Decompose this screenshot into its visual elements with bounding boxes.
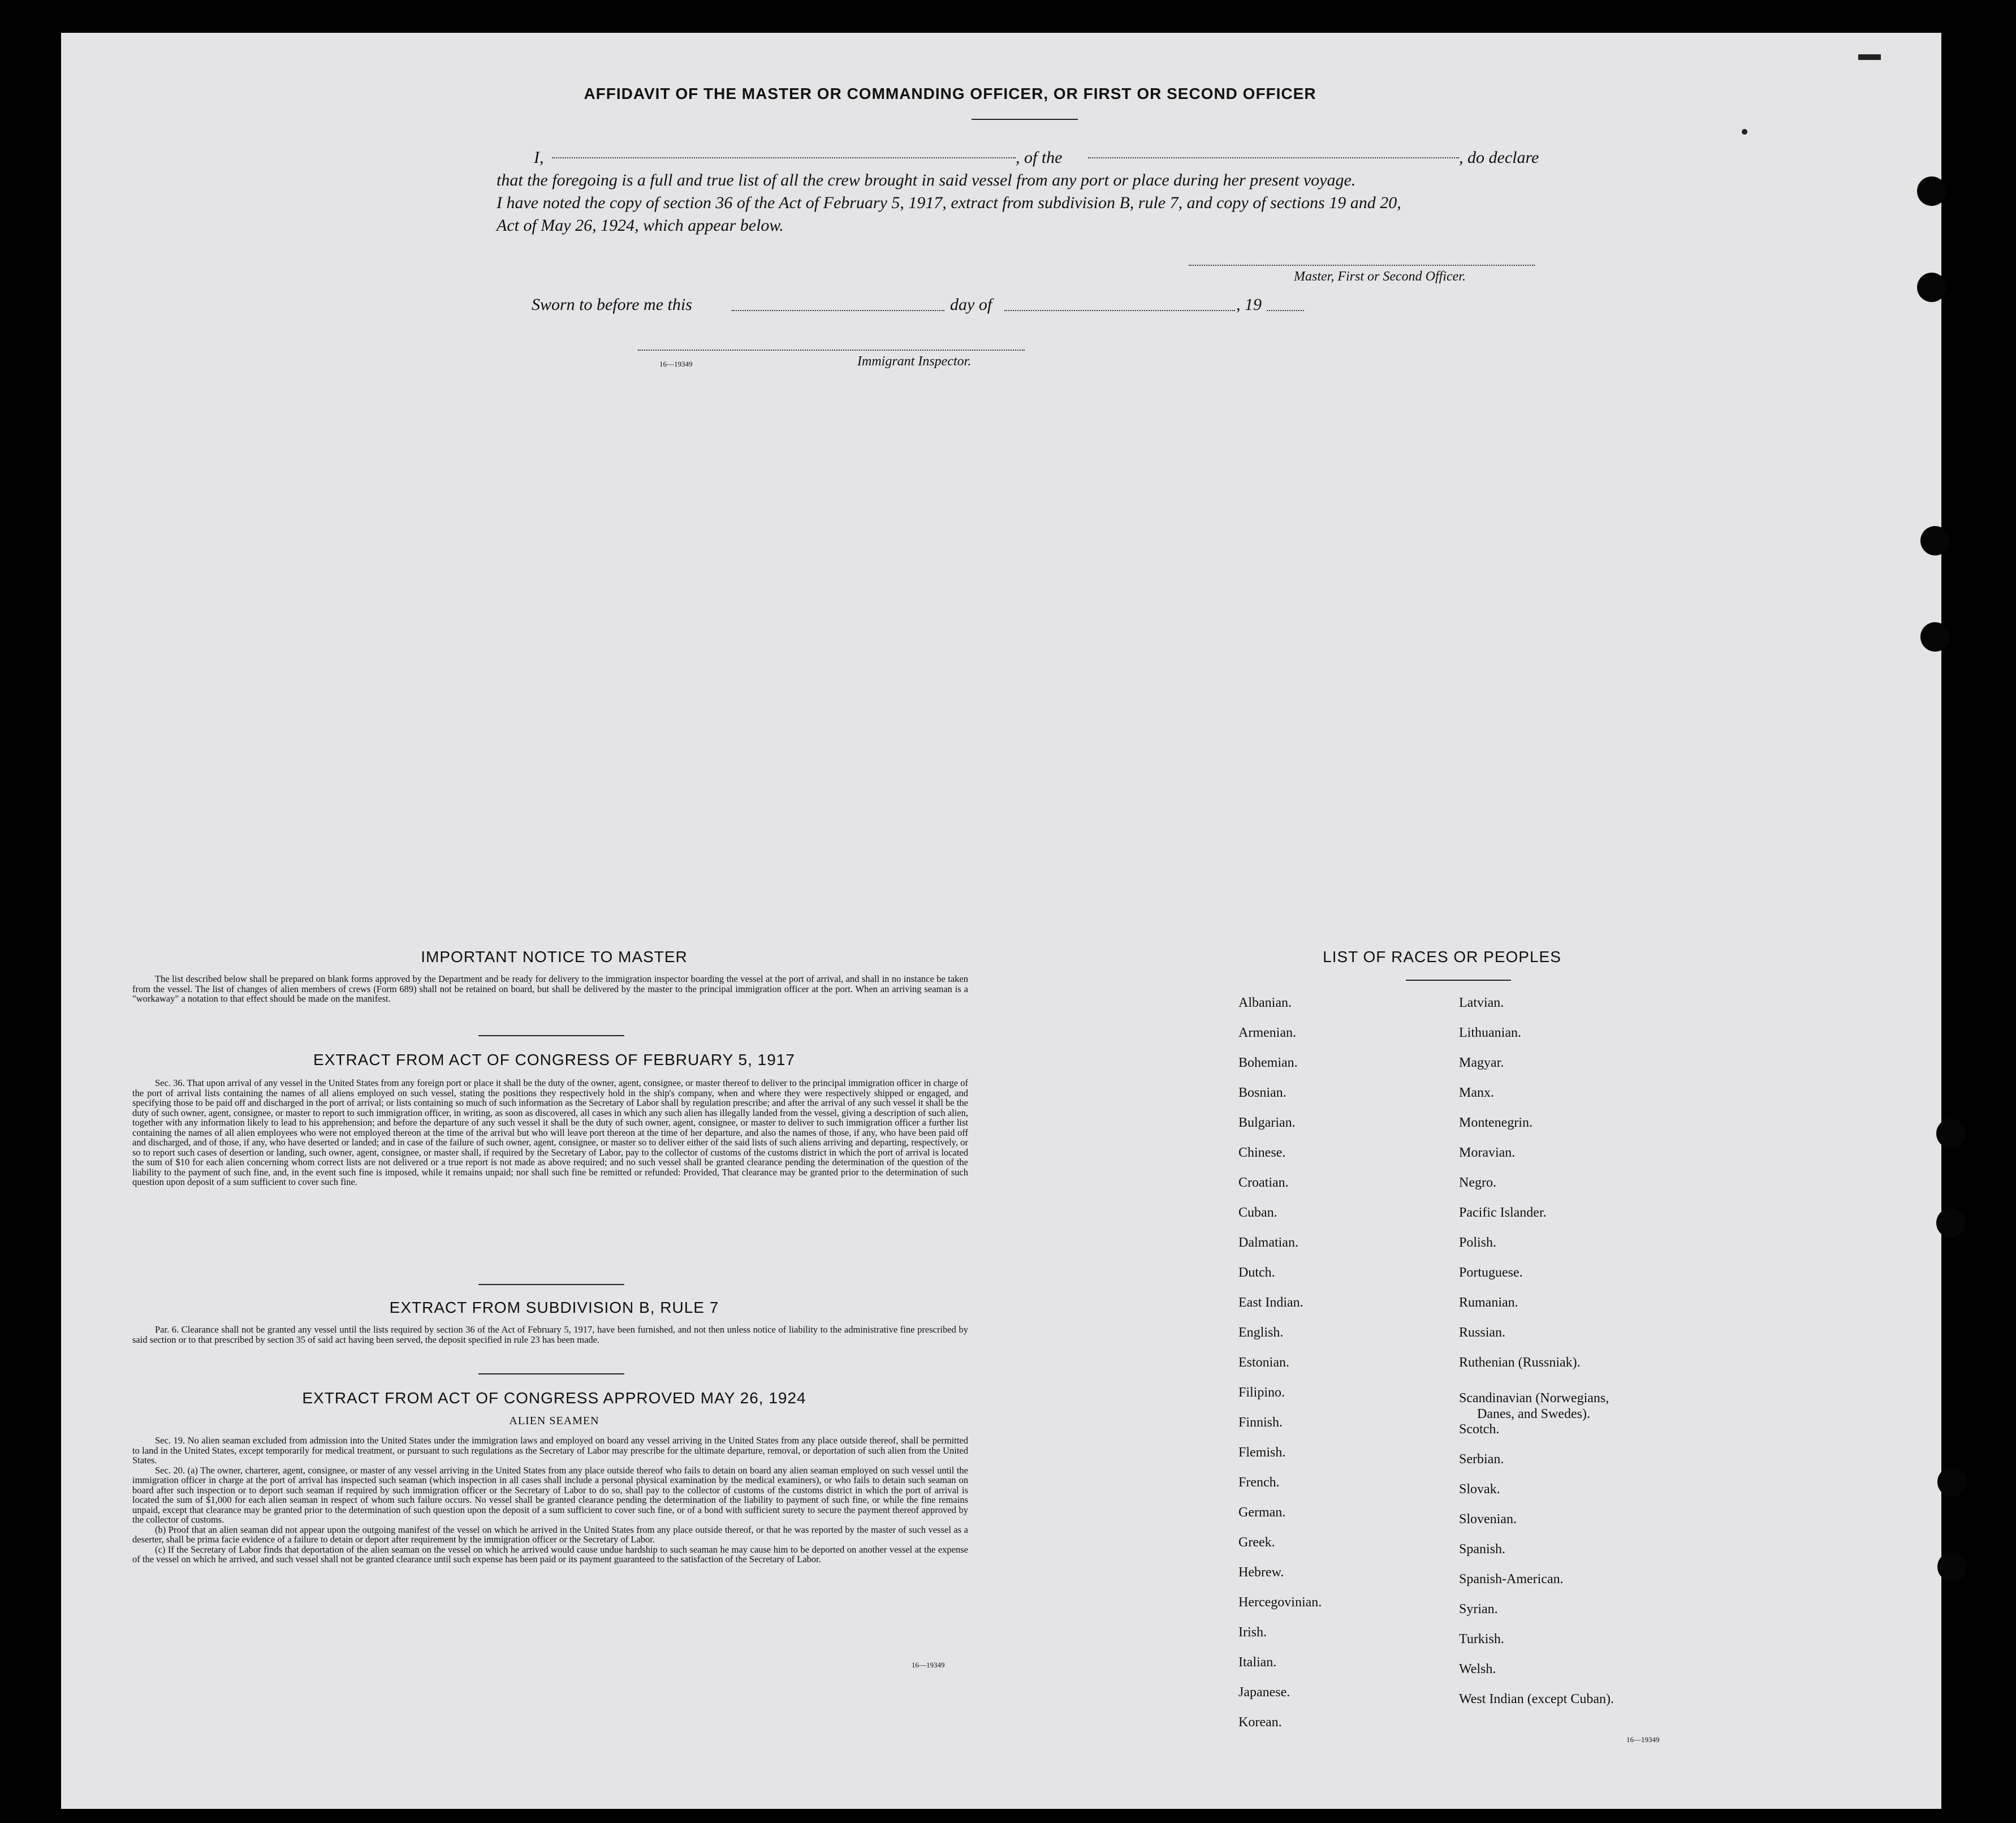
race-item: Pacific Islander. [1459,1205,1547,1220]
race-item: Italian. [1238,1655,1277,1670]
race-item: West Indian (except Cuban). [1459,1692,1614,1706]
race-item: Russian. [1459,1325,1506,1340]
race-item: Welsh. [1459,1662,1496,1677]
race-item: Slovenian. [1459,1512,1517,1527]
sworn-label: Sworn to before me this [532,295,692,314]
race-item: Ruthenian (Russniak). [1459,1355,1581,1370]
extract-1917-text [132,1078,968,1187]
binder-hole [1936,1208,1966,1238]
binder-hole [1937,1467,1967,1497]
race-item: Scotch. [1459,1422,1500,1437]
declaration-line-2: I have noted the copy of section 36 of the Act of February 5, 1917, extract from subdivision B, rule 7, and copy of sections 19 and 20, [497,193,1401,212]
race-item: Portuguese. [1459,1265,1523,1280]
race-item: Irish. [1238,1625,1267,1640]
race-item: Danes, and Swedes). [1477,1407,1590,1421]
sec-19-paragraph: Sec. 19. No alien seaman excluded from admission into the United States under the immigration laws and employed on board any vessel arriving in the United States from any place outside thereof, shall be permitted to land in the United States, except temporarily for medical treatment, or pursuant to such regulations as the Secretary of Labor may prescribe for the ultimate departure, removal, or deportation of such alien from the United States. [132,1435,968,1466]
race-item: Manx. [1459,1085,1494,1100]
title-underline [972,119,1078,120]
races-underline [1406,980,1511,981]
vessel-name-line[interactable] [1088,157,1459,158]
race-item: Syrian. [1459,1602,1498,1617]
race-item: Greek. [1238,1535,1275,1550]
race-item: Lithuanian. [1459,1025,1521,1040]
sworn-year-line[interactable] [1267,310,1304,311]
race-item: Finnish. [1238,1415,1283,1430]
race-item: Bulgarian. [1238,1115,1296,1130]
section-divider [478,1035,624,1036]
race-item: Montenegrin. [1459,1115,1532,1130]
rule-7-text [132,1325,968,1344]
affiant-name-line[interactable] [552,157,1016,158]
race-item: Cuban. [1238,1205,1277,1220]
race-item: Slovak. [1459,1482,1500,1497]
race-item: Filipino. [1238,1385,1285,1400]
year-label: , 19 [1236,295,1262,314]
race-item: Spanish. [1459,1542,1506,1557]
race-item: Dalmatian. [1238,1235,1298,1250]
inspector-signature-line[interactable] [638,350,1025,351]
declaration-line-3: Act of May 26, 1924, which appear below. [497,216,784,235]
race-item: Hebrew. [1238,1565,1284,1580]
declaration-line-1: that the foregoing is a full and true list of all the crew brought in said vessel from any port or place during her present voyage. [497,171,1356,189]
races-title: LIST OF RACES OR PEOPLES [1323,948,1561,966]
race-item: Bosnian. [1238,1085,1287,1100]
race-item: Korean. [1238,1715,1282,1730]
rule-7-title: EXTRACT FROM SUBDIVISION B, RULE 7 [389,1299,719,1316]
race-item: Spanish-American. [1459,1572,1564,1587]
day-of-label: day of [950,295,992,314]
binder-hole [1917,273,1946,302]
binder-hole [1920,526,1950,555]
sworn-month-line[interactable] [1004,310,1235,311]
race-item: Negro. [1459,1175,1496,1190]
sec-20c-paragraph: (c) If the Secretary of Labor finds that deportation of the alien seaman on the vessel on which he arrived would cause undue hardship to such seaman he may cause him to be deported on another vessel at the expense of the vessel on which he arrived, and such vessel shall not be granted clearance until such expense has been paid or its payment guaranteed to the satisfaction of the Secretary of Labor. [132,1544,968,1565]
officer-signature-line[interactable] [1189,265,1535,266]
extract-1924-title: EXTRACT FROM ACT OF CONGRESS APPROVED MAY 26, 1924 [302,1389,806,1407]
race-item: East Indian. [1238,1295,1303,1310]
race-item: Albanian. [1238,995,1292,1010]
race-item: Flemish. [1238,1445,1286,1460]
binder-hole [1917,176,1946,206]
extract-1917-title: EXTRACT FROM ACT OF CONGRESS OF FEBRUARY 5, 1917 [313,1051,795,1068]
race-item: Chinese. [1238,1145,1286,1160]
race-item: English. [1238,1325,1284,1340]
inspector-caption: Immigrant Inspector. [857,354,972,369]
section-36-paragraph: Sec. 36. That upon arrival of any vessel in the United States from any foreign port or place it shall be the duty of the owner, agent, consignee, or master thereof to deliver to the principal immigration officer in charge of the port of arrival lists containing the names of all aliens employed on such vessel, stating the positions they respectively hold in the ship's company, when and where they were respectively shipped or engaged, and specifying those to be paid off and discharged in the port of arrival; or lists containing so much of such information as the Secretary of Labor shall by regulation prescribe; and after the arrival of any such vessel it shall be the duty of such owner, agent, consignee, or master to report to such immigration officer, in writing, as soon as discovered, all cases in which any such alien has illegally landed from the vessel, giving a description of such alien, together with any information likely to lead to his apprehension; and before the departure of any such vessel it shall be the duty of such owner, agent, consignee, or master to deliver to such immigration officer a further list containing the names of all alien employees who were not employed thereon at the time of the arrival but who will leave port thereon at the time of her departure, and also the names of those, if any, who have been paid off and discharged, and of those, if any, who have deserted or landed; and in case of the failure of such owner, agent, consignee, or master so to deliver either of the said lists of such aliens arriving and departing, respectively, or so to report such cases of desertion or landing, such owner, agent, consignee, or master shall, if required by the Secretary of Labor, pay to the collector of customs of the customs district in which the port of arrival is located the sum of $10 for each alien concerning whom correct lists are not delivered or a true report is not made as above required; and no such vessel shall be granted clearance pending the determination of the question of the liability to the payment of such fine, and, in the event such fine is imposed, while it remains unpaid; nor shall such fine be remitted or refunded: Provided, That clearance may be granted prior to the determination of such question upon deposit of a sum sufficient to cover such fine. [132,1078,968,1187]
race-item: Estonian. [1238,1355,1289,1370]
affidavit-title: AFFIDAVIT OF THE MASTER OR COMMANDING OFFICER, OR FIRST OR SECOND OFFICER [584,85,1316,102]
affidavit-form-number: 16—19349 [659,360,693,368]
race-item: Hercegovinian. [1238,1595,1322,1610]
extract-1924-text [132,1436,968,1565]
alien-seamen-subtitle: ALIEN SEAMEN [509,1415,599,1427]
signature-caption: Master, First or Second Officer. [1294,269,1466,284]
race-item: Dutch. [1238,1265,1275,1280]
race-item: Magyar. [1459,1055,1504,1070]
scan-speck [1858,54,1881,60]
section-divider [478,1284,624,1285]
affiant-label: I, [534,148,544,167]
race-item: Rumanian. [1459,1295,1518,1310]
binder-hole [1937,1552,1967,1581]
binder-hole [1936,1119,1966,1148]
race-item: Scandinavian (Norwegians, [1459,1391,1609,1406]
race-item: Latvian. [1459,995,1504,1010]
do-declare-label: , do declare [1459,148,1539,167]
race-item: Japanese. [1238,1685,1290,1700]
par-6-paragraph: Par. 6. Clearance shall not be granted any vessel until the lists required by section 36 of the Act of February 5, 1917, have been furnished, and not then unless notice of liability to the administrative fine prescribed by said section or to that prescribed by section 35 of said act having been served, the deposit specified in rule 23 has been made. [132,1324,968,1345]
sworn-day-line[interactable] [732,310,944,311]
races-form-number: 16—19349 [1626,1735,1660,1744]
binder-hole [1920,622,1950,652]
race-item: Turkish. [1459,1632,1504,1647]
notice-paragraph: The list described below shall be prepared on blank forms approved by the Department and be ready for delivery to the immigration inspector boarding the vessel at the port of arrival, and shall in no instance be taken from the vessel. The list of changes of alien members of crews (Form 689) shall not be retained on board, but shall be delivered by the master to the principal immigration officer at the port. When an arriving seaman is a "workaway" a notation to that effect should be made on the manifest. [132,973,968,1004]
section-divider [478,1373,624,1374]
of-the-label: , of the [1016,148,1063,167]
race-item: German. [1238,1505,1286,1520]
race-item: Polish. [1459,1235,1497,1250]
race-item: Croatian. [1238,1175,1289,1190]
race-item: Serbian. [1459,1452,1504,1467]
sec-20b-paragraph: (b) Proof that an alien seaman did not appear upon the outgoing manifest of the vessel on which he arrived in the United States from any place outside thereof, or that he was reported by the master of such vessel as a deserter, shall be prima facie evidence of a failure to detain or deport after requirement by the immigration officer or the Secretary of Labor. [132,1524,968,1545]
scan-speck [1742,129,1747,135]
extract-form-number: 16—19349 [912,1661,945,1669]
race-item: Bohemian. [1238,1055,1298,1070]
race-item: Armenian. [1238,1025,1296,1040]
sec-20a-paragraph: Sec. 20. (a) The owner, charterer, agent, consignee, or master of any vessel arriving in the United States from any place outside thereof who fails to detain on board any alien seaman employed on such vessel until the immigration officer in charge at the port of arrival has inspected such seaman (which inspection in all cases shall include a personal physical examination by the medical examiners), or who fails to detain such seaman on board after such inspection or to deport such seaman if required by such immigration officer or the Secretary of Labor to do so, shall pay to the collector of customs of the customs district in which the port of arrival is located the sum of $1,000 for each alien seaman in respect of whom such failure occurs. No vessel shall be granted clearance pending the determination of the liability to payment of such fine, or while the fine remains unpaid, except that clearance may be granted prior to the determination of such question upon the deposit of a sum sufficient to cover such fine, or of a bond with sufficient surety to secure the payment thereof approved by the collector of customs. [132,1464,968,1525]
notice-title: IMPORTANT NOTICE TO MASTER [421,948,688,966]
race-item: Moravian. [1459,1145,1516,1160]
race-item: French. [1238,1475,1280,1490]
notice-text [132,974,968,1004]
